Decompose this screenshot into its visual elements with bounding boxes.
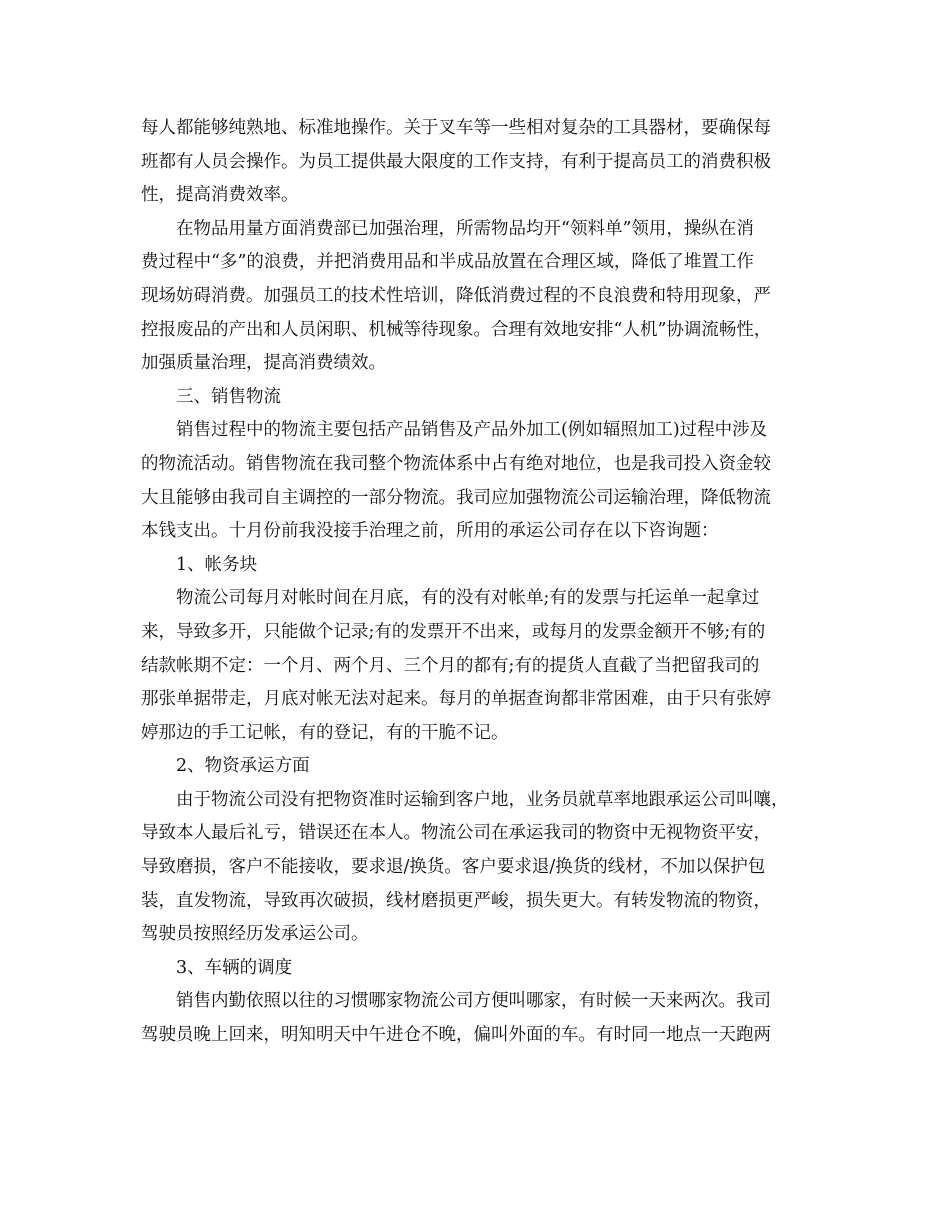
text-line: 来，导致多开，只能做个记录;有的发票开不出来，或每月的发票金额开不够;有的 — [141, 621, 766, 642]
text-line: 本钱支出。十月份前我没接手治理之前，所用的承运公司存在以下咨询题： — [141, 521, 719, 542]
text-line: 驾驶员晚上回来，明知明天中午进仓不晚，偏叫外面的车。有时同一地点一天跑两 — [141, 1025, 771, 1046]
text-line: 导致本人最后礼亏，错误还在本人。物流公司在承运我司的物资中无视物资平安， — [141, 823, 771, 844]
document-body — [141, 112, 811, 1053]
text-line: 在物品用量方面消费部已加强治理，所需物品均开“领料单”领用，操纵在消 — [176, 218, 754, 239]
text-line: 三、销售物流 — [176, 386, 281, 407]
text-line: 销售内勤依照以往的习惯哪家物流公司方便叫哪家，有时候一天来两次。我司 — [176, 991, 771, 1012]
text-line: 加强质量治理，提高消费绩效。 — [141, 353, 386, 374]
text-line: 结款帐期不定：一个月、两个月、三个月的都有;有的提货人直截了当把留我司的 — [141, 655, 760, 676]
text-line: 那张单据带走，月底对帐无法对起来。每月的单据查询都非常困难，由于只有张婷 — [141, 689, 771, 710]
text-line: 班都有人员会操作。为员工提供最大限度的工作支持，有利于提高员工的消费积极 — [141, 151, 771, 172]
text-line: 性，提高消费效率。 — [141, 185, 299, 206]
text-line: 装，直发物流，导致再次破损，线材磨损更严峻，损失更大。有转发物流的物资， — [141, 890, 771, 911]
text-line: 物流公司每月对帐时间在月底，有的没有对帐单;有的发票与托运单一起拿过 — [176, 588, 760, 609]
text-line: 每人都能够纯熟地、标准地操作。关于叉车等一些相对复杂的工具器材，要确保每 — [141, 118, 771, 138]
text-line: 大且能够由我司自主调控的一部分物流。我司应加强物流公司运输治理，降低物流 — [141, 487, 771, 508]
text-line: 销售过程中的物流主要包括产品销售及产品外加工(例如辐照加工)过程中涉及 — [176, 420, 768, 441]
text-line: 3、车辆的调度 — [176, 957, 293, 978]
text-line: 导致磨损，客户不能接收，要求退/换货。客户要求退/换货的线材，不加以保护包 — [141, 857, 766, 878]
text-line: 1、帐务块 — [176, 554, 258, 575]
text-line: 婷那边的手工记帐，有的登记，有的干脆不记。 — [141, 722, 509, 743]
text-line: 费过程中“多”的浪费，并把消费用品和半成品放置在合理区域，降低了堆置工作 — [141, 252, 754, 273]
text-line: 由于物流公司没有把物资准时运输到客户地，业务员就草率地跟承运公司叫嚷， — [176, 789, 789, 810]
text-line: 驾驶员按照经历发承运公司。 — [141, 924, 369, 945]
text-line: 控报废品的产出和人员闲职、机械等待现象。合理有效地安排“人机”协调流畅性， — [141, 319, 772, 340]
text-line: 的物流活动。销售物流在我司整个物流体系中占有绝对地位，也是我司投入资金较 — [141, 453, 771, 474]
text-line: 现场妨碍消费。加强员工的技术性培训，降低消费过程的不良浪费和特用现象，严 — [141, 285, 771, 306]
text-line: 2、物资承运方面 — [176, 756, 310, 777]
